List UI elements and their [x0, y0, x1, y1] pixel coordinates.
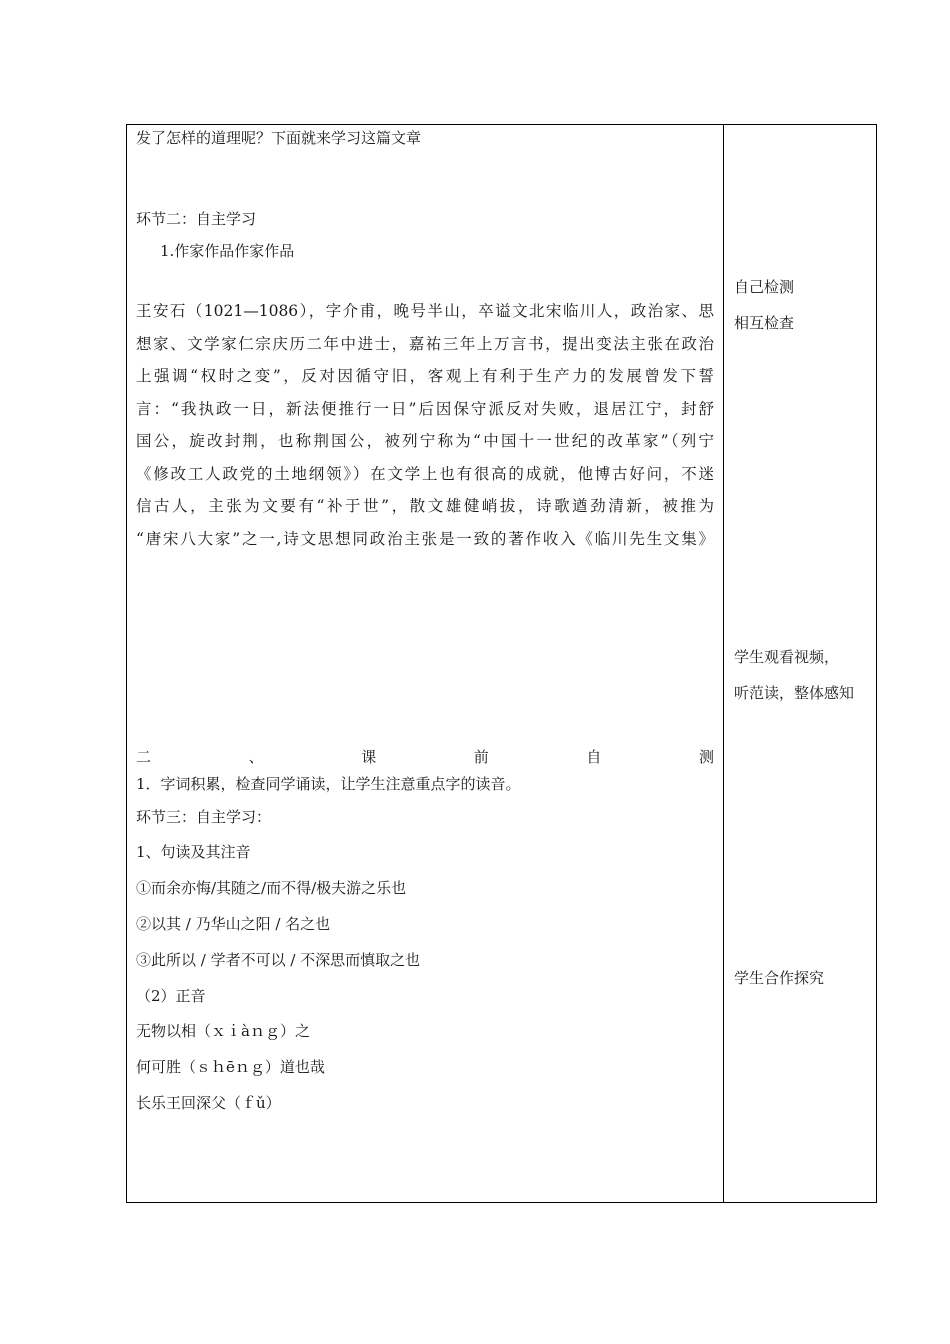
pretest-char: 自: [586, 748, 602, 766]
reading-line: ②以其 / 乃华山之阳 / 名之也: [136, 915, 331, 933]
pronunciation-heading: （2）正音: [136, 987, 206, 1005]
pronunciation-line: 无物以相（ｘｉàｎｇ）之: [136, 1022, 310, 1040]
peer-check-note: 相互检查: [734, 314, 795, 332]
bio-line: 想家、文学家仁宗庆历二年中进士，嘉祐三年上万言书，提出变法主张在政治: [136, 334, 714, 353]
pretest-char: 课: [361, 748, 377, 766]
bio-line: 《修改工人政党的土地纲领》）在文学上也有很高的成就，他博古好问，不迷: [136, 464, 714, 483]
self-check-note: 自己检测: [734, 278, 795, 296]
pretest-heading: [136, 748, 714, 766]
intro-text: 发了怎样的道理呢？下面就来学习这篇文章: [136, 129, 422, 147]
reading-line: ①而余亦悔/其随之/而不得/极夫游之乐也: [136, 879, 407, 897]
video-note: 学生观看视频，: [734, 648, 840, 666]
pretest-item: 1．字词积累，检查同学诵读，让学生注意重点字的读音。: [136, 775, 521, 793]
section3-heading: 环节三：自主学习：: [136, 808, 272, 826]
pronunciation-line: 长乐王回深父（ｆǔ）: [136, 1094, 281, 1112]
author-biography: [136, 295, 714, 555]
pretest-char: 二: [136, 748, 152, 766]
bio-line: 上强调“权时之变”，反对因循守旧，客观上有利于生产力的发展曾发下誓: [136, 367, 714, 385]
section2-heading: 环节二：自主学习: [136, 210, 257, 228]
reading-heading: 1、句读及其注音: [136, 843, 251, 861]
pretest-char: 、: [248, 748, 264, 766]
listen-note: 听范读，整体感知: [734, 684, 855, 702]
bio-line: 言：“我执政一日，新法便推行一日”后因保守派反对失败，退居江宁，封舒: [136, 399, 714, 418]
bio-line: “唐宋八大家”之一,诗文思想同政治主张是一致的著作收入《临川先生文集》: [136, 529, 714, 548]
author-works-item: 1.作家作品作家作品: [160, 242, 295, 260]
bio-line: 王安石（1021—1086），字介甫，晚号半山，卒谥文北宋临川人，政治家、思: [136, 302, 714, 320]
cooperation-note: 学生合作探究: [734, 969, 825, 987]
pretest-char: 前: [473, 748, 489, 766]
pretest-char: 测: [698, 748, 714, 766]
column-divider: [723, 124, 724, 1203]
pronunciation-line: 何可胜（ｓｈēｎｇ）道也哉: [136, 1058, 325, 1076]
bio-line: 信古人，主张为文要有“补于世”，散文雄健峭拔，诗歌遒劲清新，被推为: [136, 497, 714, 515]
bio-line: 国公，旋改封荆，也称荆国公，被列宁称为“中国十一世纪的改革家”（列宁: [136, 432, 714, 450]
reading-line: ③此所以 / 学者不可以 / 不深思而慎取之也: [136, 951, 421, 969]
